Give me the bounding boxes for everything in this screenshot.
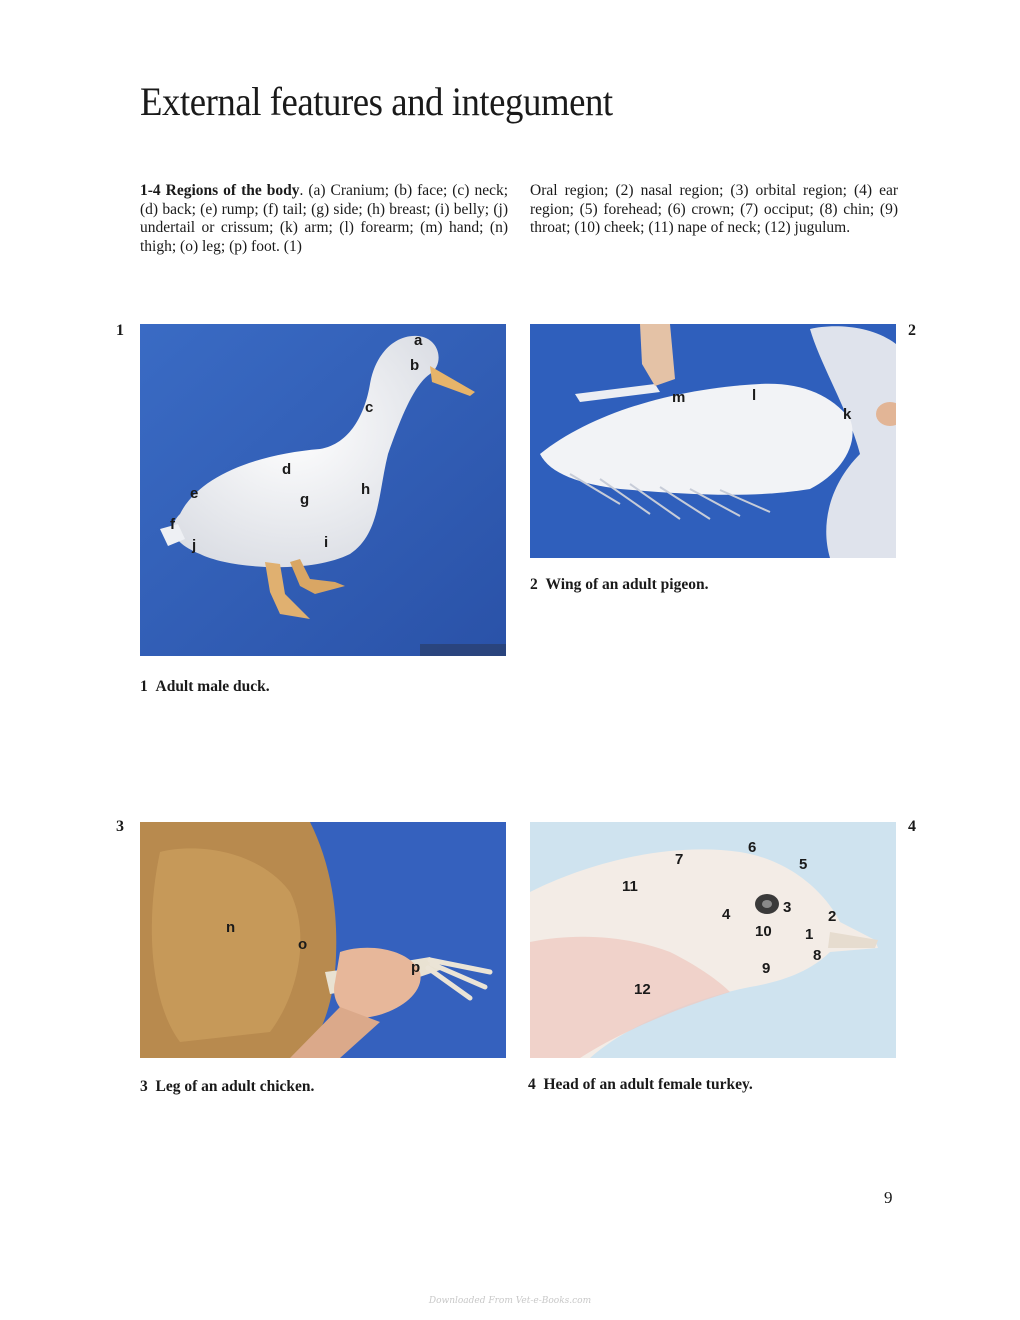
duck-label-e: e bbox=[190, 485, 199, 502]
intro-heading: 1-4 Regions of the body bbox=[140, 182, 300, 199]
duck-label-i: i bbox=[324, 534, 329, 551]
turkey-label-9: 9 bbox=[762, 960, 771, 977]
turkey-label-4: 4 bbox=[722, 906, 731, 923]
wing-label-l: l bbox=[752, 387, 757, 404]
duck-label-g: g bbox=[300, 491, 310, 508]
figure-number-2: 2 bbox=[908, 322, 916, 339]
turkey-label-8: 8 bbox=[813, 947, 822, 964]
duck-label-b: b bbox=[410, 357, 420, 374]
intro-left-text: . (a) Cranium; (b) face; (c) neck; (d) back; (e) rump; (f) tail; (g) side; (h) breast; (i) belly; (j) undertail or crissum; (k) arm; (l) forearm; (m) hand; (n) thigh; (o) leg; (p) foot. (1) bbox=[140, 182, 509, 255]
duck-label-j: j bbox=[192, 537, 197, 554]
figure-3-photo bbox=[140, 822, 506, 1058]
turkey-label-5: 5 bbox=[799, 856, 808, 873]
turkey-head-illustration bbox=[530, 822, 896, 1058]
duck-label-f: f bbox=[170, 516, 175, 533]
leg-label-n: n bbox=[226, 919, 236, 936]
turkey-label-10: 10 bbox=[755, 923, 772, 940]
figure-3-caption: 3 Leg of an adult chicken. bbox=[140, 1078, 315, 1095]
figure-4-caption: 4 Head of an adult female turkey. bbox=[528, 1076, 753, 1093]
duck-label-a: a bbox=[414, 332, 423, 349]
figure-4-photo bbox=[530, 822, 896, 1058]
footer-watermark: Downloaded From Vet-e-Books.com bbox=[428, 1296, 592, 1306]
figure-2-photo bbox=[530, 324, 896, 558]
figure-number-3: 3 bbox=[116, 818, 124, 835]
turkey-label-6: 6 bbox=[748, 839, 757, 856]
chicken-leg-illustration bbox=[140, 822, 506, 1058]
intro-left-column bbox=[140, 182, 508, 256]
turkey-label-1: 1 bbox=[805, 926, 814, 943]
duck-label-h: h bbox=[361, 481, 371, 498]
turkey-label-12: 12 bbox=[634, 981, 651, 998]
page-title: External features and integument bbox=[140, 79, 613, 124]
pigeon-wing-illustration bbox=[530, 324, 896, 558]
turkey-label-2: 2 bbox=[828, 908, 837, 925]
wing-label-k: k bbox=[843, 406, 852, 423]
turkey-label-3: 3 bbox=[783, 899, 792, 916]
duck-label-d: d bbox=[282, 461, 292, 478]
figure-number-1: 1 bbox=[116, 322, 124, 339]
duck-label-c: c bbox=[365, 399, 374, 416]
leg-label-p: p bbox=[411, 959, 421, 976]
turkey-label-11: 11 bbox=[622, 878, 638, 895]
intro-right-column: Oral region; (2) nasal region; (3) orbital region; (4) ear region; (5) forehead; (6) crown; (7) occiput; (8) chin; (9) throat; (10) cheek; (11) nape of neck; (12) jugulum. bbox=[530, 182, 898, 236]
figure-number-4: 4 bbox=[908, 818, 916, 835]
wing-label-m: m bbox=[672, 389, 686, 406]
leg-label-o: o bbox=[298, 936, 308, 953]
figure-1-caption: 1 Adult male duck. bbox=[140, 678, 270, 695]
turkey-label-7: 7 bbox=[675, 851, 684, 868]
figure-2-caption: 2 Wing of an adult pigeon. bbox=[530, 576, 709, 593]
page-number: 9 bbox=[884, 1188, 893, 1207]
